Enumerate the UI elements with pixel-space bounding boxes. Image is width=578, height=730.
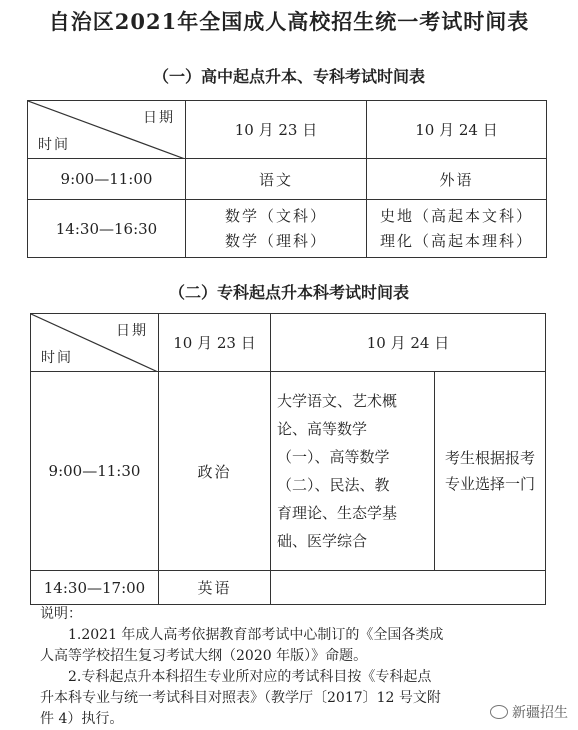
date-header-2: 10 月 24 日 [271,314,546,372]
note-cell [435,372,546,571]
note-2-cont: 升本科专业与统一考试科目对照表》（教学厅〔2017〕12 号文附 [40,690,441,706]
table-2 [30,313,546,605]
corner-date-label: 日期 [116,323,148,339]
subject-cell: 政治 [159,372,271,571]
date-header-2: 10 月 24 日 [367,101,547,159]
wechat-icon [490,705,508,719]
subject-cell: 语文 [186,159,367,200]
date-header-1: 10 月 23 日 [186,101,367,159]
watermark [490,702,568,722]
empty-cell [271,571,546,605]
watermark-text: 新疆招生 [512,704,568,720]
date-header-1: 10 月 23 日 [159,314,271,372]
note-2-cont: 件 4）执行。 [40,711,124,727]
subject-list-cell [271,372,435,571]
note-1-cont: 人高等学校招生复习考试大纲（2020 年版）》命题。 [40,648,368,664]
corner-cell [31,314,159,372]
subject-line: 史地（高起本文科） [379,206,533,225]
subject-line: 论、高等数学 [277,420,368,438]
time-cell: 14:30—17:00 [31,571,159,605]
subject-cell [186,200,367,258]
time-cell: 9:00—11:30 [31,372,159,571]
notes-label: 说明： [40,606,82,622]
time-cell: 9:00—11:00 [28,159,186,200]
note-2: 2.专科起点升本科招生专业所对应的考试科目按《专科起点 [68,669,432,685]
subject-line: 理化（高起本理科） [379,231,533,250]
subject-line: 育理论、生态学基 [277,504,398,522]
section2-heading: （二）专科起点升本科考试时间表 [168,283,409,302]
table-1 [27,100,547,258]
subject-cell [367,200,547,258]
corner-time-label: 时间 [41,350,73,366]
subject-cell: 英语 [159,571,271,605]
time-cell: 14:30—16:30 [28,200,186,258]
note-line: 考生根据报考 [444,449,535,467]
corner-time-label: 时间 [38,137,70,153]
subject-line: 大学语文、艺术概 [277,392,398,410]
corner-date-label: 日期 [143,110,175,126]
subject-line: （二）、民法、教 [277,476,390,494]
notes [40,604,555,730]
page-title: 自治区2021年全国成人高校招生统一考试时间表 [48,9,530,34]
subject-cell: 外语 [367,159,547,200]
corner-cell [28,101,186,159]
subject-line: （一）、高等数学 [277,448,390,466]
section1-heading: （一）高中起点升本、专科考试时间表 [152,67,425,86]
note-1: 1.2021 年成人高考依据教育部考试中心制订的《全国各类成 [68,627,444,643]
subject-line: 础、医学综合 [277,532,368,550]
note-line: 专业选择一门 [444,475,535,493]
subject-line: 数学（文科） [224,206,327,225]
subject-line: 数学（理科） [224,231,327,250]
